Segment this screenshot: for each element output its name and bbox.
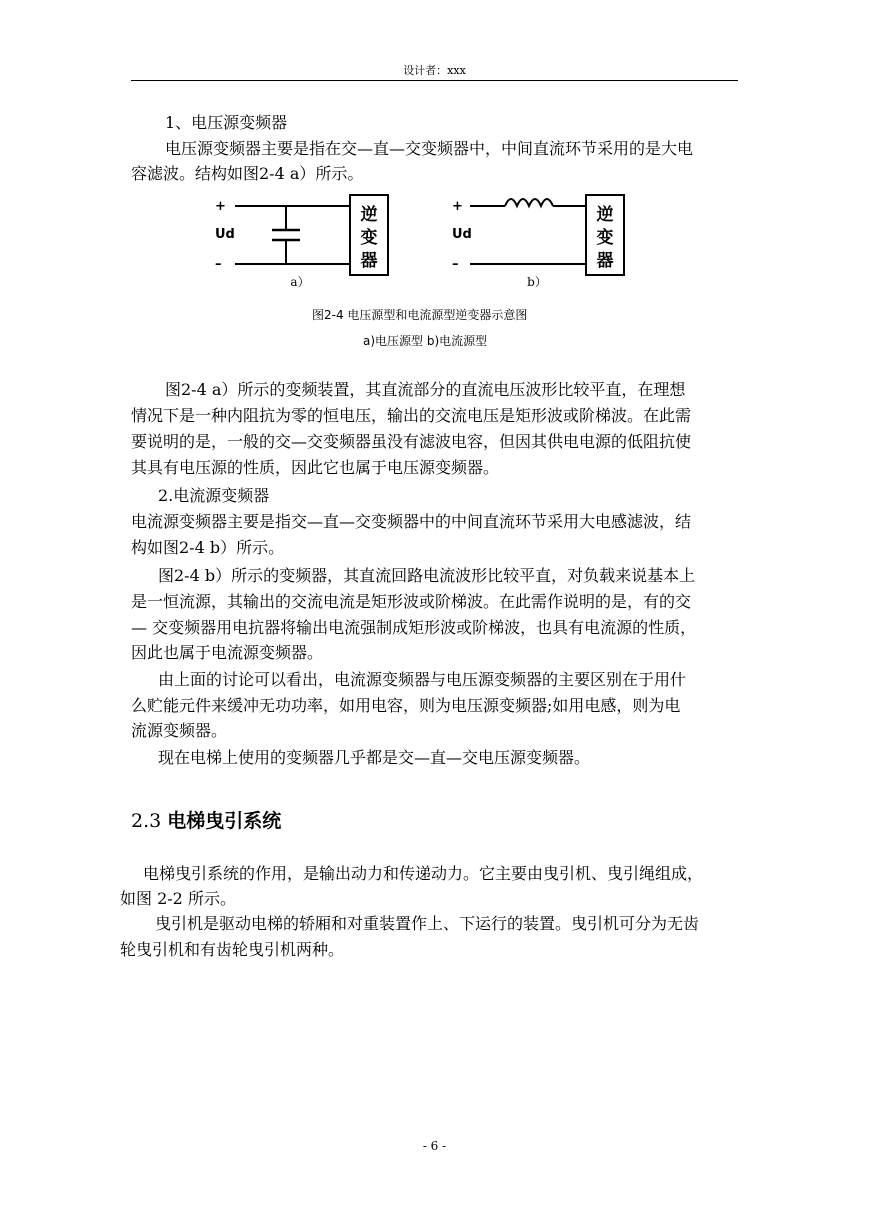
paragraph-line: 现在电梯上使用的变频器几乎都是交—直—交电压源变频器。: [158, 748, 591, 767]
plus-sign-b: +: [452, 199, 463, 214]
paragraph-line: 电压源变频器主要是指在交—直—交变频器中，中间直流环节采用的是大电: [165, 139, 694, 158]
ud-label-a: Ud: [215, 227, 235, 242]
inductor-coil: [505, 199, 553, 206]
inverter-char: 逆: [596, 205, 614, 225]
paragraph-line: 情况下是一种内阻抗为零的恒电压，输出的交流电压是矩形波或阶梯波。在此需: [131, 406, 692, 425]
inverter-diagram: [200, 186, 650, 296]
paragraph-line: 要说明的是，一般的交—交变频器虽没有滤波电容，但因其供电电源的低阻抗使: [131, 432, 692, 451]
section-heading: [131, 806, 281, 833]
paragraph-line: 曳引机是驱动电梯的轿厢和对重装置作上、下运行的装置。曳引机可分为无齿: [155, 914, 700, 933]
ud-label-b: Ud: [452, 227, 472, 242]
label-b: b）: [527, 275, 547, 289]
heading-current-source: 2.电流源变频器: [158, 486, 270, 505]
section-title: 电梯曳引系统: [167, 810, 282, 832]
paragraph-line: 容滤波。结构如图2-4 a）所示。: [131, 164, 364, 183]
section-number: 2.3: [131, 810, 162, 832]
plus-sign-a: +: [215, 199, 226, 214]
page-header: 设计者：xxx: [403, 64, 466, 77]
diagram-a: [215, 195, 388, 289]
header-rule: [131, 80, 738, 81]
paragraph-line: — 交变频器用电抗器将输出电流强制成矩形波或阶梯波，也具有电流源的性质，: [131, 618, 697, 637]
paragraph-line: 因此也属于电流源变频器。: [131, 643, 324, 662]
paragraph-line: 是一恒流源，其输出的交流电流是矩形波或阶梯波。在此需作说明的是，有的交: [131, 592, 692, 611]
minus-sign-b: –: [452, 257, 459, 272]
diagram-b: [452, 195, 624, 289]
inverter-char: 变: [360, 228, 378, 248]
paragraph-line: 轮曳引机和有齿轮曳引机两种。: [120, 940, 345, 959]
paragraph-line: 电梯曳引系统的作用，是输出动力和传递动力。它主要由曳引机、曳引绳组成，: [143, 864, 704, 883]
paragraph-line: 图2-4 b）所示的变频器，其直流回路电流波形比较平直，对负载来说基本上: [158, 566, 696, 585]
heading-voltage-source: 1、电压源变频器: [165, 113, 288, 132]
inverter-char: 器: [596, 251, 614, 271]
inverter-char: 器: [360, 251, 378, 271]
paragraph-line: 电流源变频器主要是指交—直—交变频器中的中间直流环节采用大电感滤波，结: [131, 512, 692, 531]
minus-sign-a: –: [215, 257, 222, 272]
paragraph-line: 么贮能元件来缓冲无功功率，如用电容，则为电压源变频器;如用电感，则为电: [131, 696, 681, 715]
paragraph-line: 流源变频器。: [131, 721, 228, 740]
label-a: a）: [290, 275, 310, 289]
figure-subcaption: a)电压源型 b)电流源型: [363, 334, 488, 348]
inverter-char: 逆: [360, 205, 378, 225]
paragraph-line: 其具有电压源的性质，因此它也属于电压源变频器。: [131, 458, 500, 477]
paragraph-line: 由上面的讨论可以看出，电流源变频器与电压源变频器的主要区别在于用什: [158, 670, 687, 689]
figure-caption: 图2-4 电压源型和电流源型逆变器示意图: [312, 308, 528, 322]
paragraph-line: 构如图2-4 b）所示。: [131, 538, 285, 557]
paragraph-line: 如图 2-2 所示。: [120, 889, 236, 908]
page-number: - 6 -: [422, 1139, 447, 1153]
paragraph-line: 图2-4 a）所示的变频装置，其直流部分的直流电压波形比较平直，在理想: [165, 380, 686, 399]
inverter-char: 变: [596, 228, 614, 248]
